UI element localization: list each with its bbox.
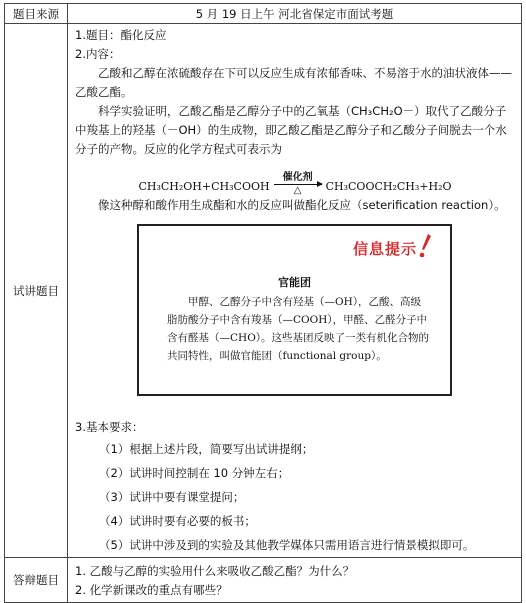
requirement-item: （1）根据上述片段，简要写出试讲提纲； <box>99 442 314 456</box>
lecture-label: 试讲题目 <box>5 24 68 558</box>
paragraph-1: 乙酸和乙醇在浓硫酸存在下可以反应生成有浓郁香味、不易溶于水的油状液体——乙酸乙酯。 <box>75 66 512 99</box>
equation-products: CH₃COOCH₂CH₃+H₂O <box>325 180 452 193</box>
lecture-row <box>5 24 522 558</box>
info-box <box>137 224 452 396</box>
content-heading: 2.内容： <box>75 47 121 61</box>
reaction-arrow <box>274 172 322 196</box>
requirement-item: （2）试讲时间控制在 10 分钟左右； <box>99 466 290 480</box>
defense-row <box>5 558 522 603</box>
equation-reactants: CH₃CH₂OH+CH₃COOH <box>138 180 270 193</box>
info-text: 甲醇、乙醇分子中含有羟基（—OH），乙酸、高级脂肪酸分子中含有羧基（—COOH），甲醛、乙醛分子中含有醛基（—CHO）。这些基团反映了一类有机化合物的共同特性，叫做官能团（functional group）。 <box>167 296 430 362</box>
paragraph-3: 像这种醇和酸作用生成酯和水的反应叫做酯化反应（seterification reaction）。 <box>98 198 506 212</box>
defense-label: 答辩题目 <box>5 558 68 603</box>
paragraph-2: 科学实验证明，乙酸乙酯是乙醇分子中的乙氧基（CH₃CH₂O－）取代了乙酸分子中羧基上的羟基（－OH）的生成物，即乙酸乙酯是乙醇分子和乙酸分子间脱去一个水分子的产物。反应的化学方程式可表示为 <box>75 104 507 156</box>
defense-questions <box>68 558 521 600</box>
lecture-cell <box>68 24 522 558</box>
chemical-equation <box>75 162 515 196</box>
info-heading: 官能团 <box>278 276 311 289</box>
defense-question: 1. 乙酸与乙醇的实验用什么来吸收乙酸乙酯？为什么？ <box>75 564 355 578</box>
exam-table <box>4 3 522 603</box>
arrow-icon <box>274 184 322 185</box>
topic-title: 1.题目：酯化反应 <box>75 28 167 42</box>
requirements-heading: 3.基本要求： <box>75 420 144 434</box>
source-value: 5 月 19 日上午 河北省保定市面试考题 <box>68 4 522 24</box>
requirement-item: （5）试讲中涉及到的实验及其他教学媒体只需用语言进行情景模拟即可。 <box>99 538 475 552</box>
defense-question: 2. 化学新课改的重点有哪些？ <box>75 583 228 597</box>
requirements-list <box>75 437 515 557</box>
heat-symbol: △ <box>293 185 302 196</box>
source-row <box>5 4 522 24</box>
requirement-item: （3）试讲中要有课堂提问； <box>99 490 245 504</box>
catalyst-label: 催化剂 <box>282 172 313 183</box>
requirements-section <box>75 418 515 557</box>
exclamation-icon <box>418 234 432 258</box>
defense-cell <box>68 558 522 603</box>
source-label: 题目来源 <box>5 4 68 24</box>
info-badge <box>353 234 432 259</box>
requirement-item: （4）试讲时要有必要的板书； <box>99 514 256 528</box>
lecture-content <box>68 24 521 557</box>
info-badge-text: 信息提示 <box>352 240 417 258</box>
